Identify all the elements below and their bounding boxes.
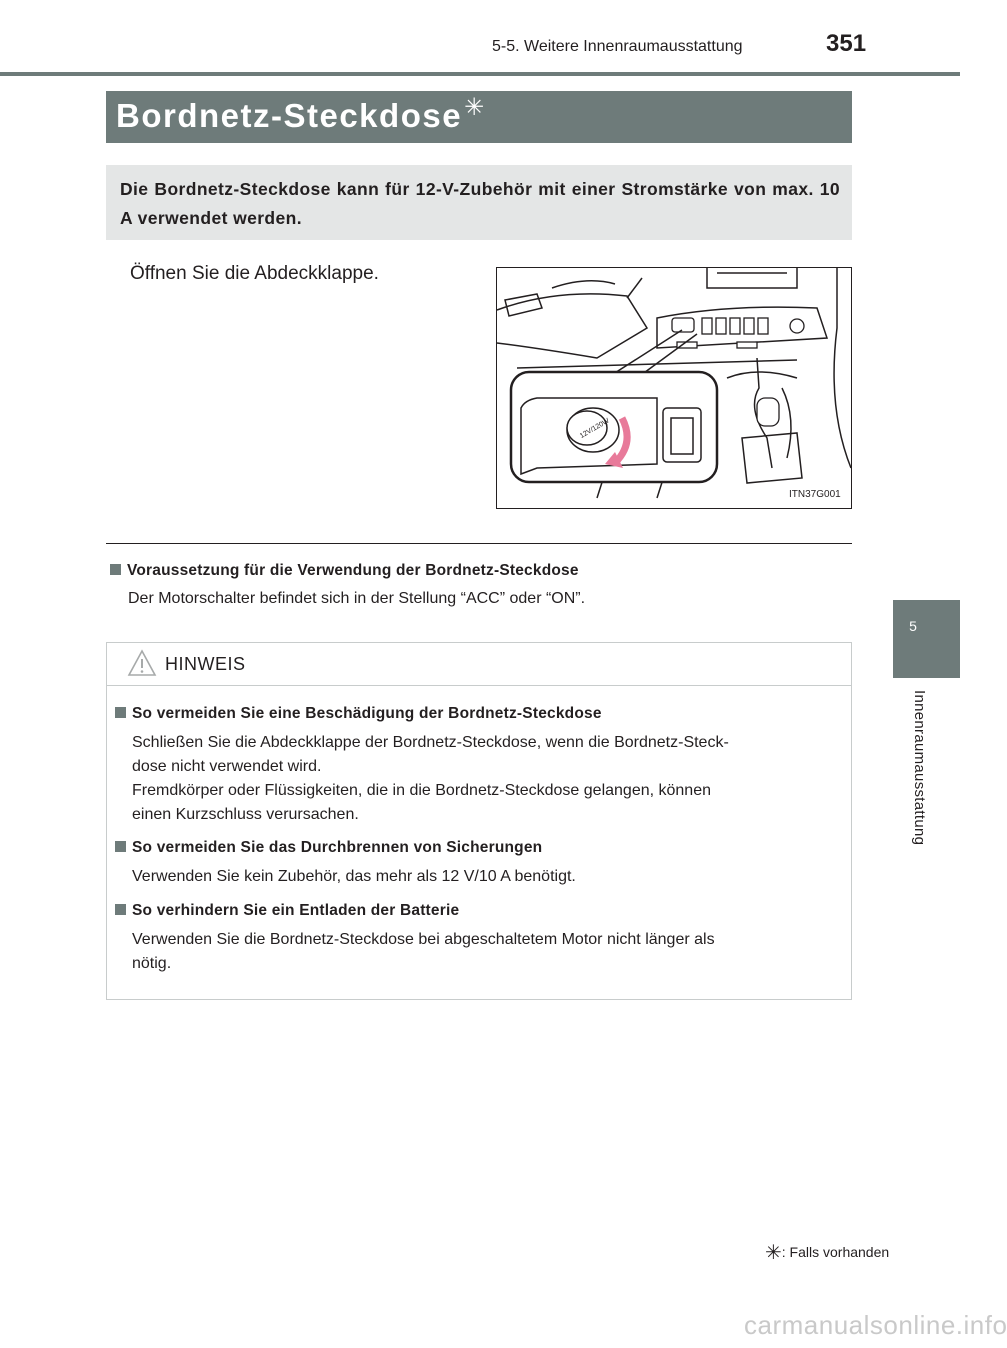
section-title: 5-5. Weitere Innenraumausstattung [492,38,743,55]
footnote [765,1238,889,1263]
notice-box [106,642,852,1000]
watermark: carmanualsonline.info [744,1310,1007,1340]
notice-line: Schließen Sie die Abdeckklappe der Bordnetz-Steckdose, wenn die Bordnetz-Steck- [132,734,729,751]
separator-rule [106,543,852,544]
intro-text: Die Bordnetz-Steckdose kann für 12-V-Zubehör mit einer Stromstärke von max. 10 A verwendet werden. [120,179,840,228]
notice-line: Verwenden Sie die Bordnetz-Steckdose bei abgeschaltetem Motor nicht länger als [132,931,715,948]
condition-heading-text: Voraussetzung für die Verwendung der Bordnetz-Steckdose [127,562,579,579]
notice-line: einen Kurzschluss verursachen. [132,806,359,823]
chapter-number: 5 [909,618,917,634]
page-title-text: Bordnetz-Steckdose [116,97,463,134]
notice-paragraph [132,928,837,976]
notice-line: dose nicht verwendet wird. [132,758,322,775]
chapter-label: Innenraumausstattung [911,690,928,846]
notice-heading [115,839,542,857]
page-number: 351 [826,30,867,57]
condition-text: Der Motorschalter befindet sich in der Stellung “ACC” oder “ON”. [128,590,586,607]
footnote-text: : Falls vorhanden [781,1244,890,1260]
warning-icon [127,649,157,677]
socket-label: 12V/120W [578,417,611,440]
square-bullet-icon [110,564,121,575]
header-rule [0,72,960,76]
notice-heading-text: So verhindern Sie ein Entladen der Batterie [132,902,460,919]
asterisk-icon: ✳ [464,94,486,121]
notice-title: HINWEIS [165,654,246,674]
notice-heading-text: So vermeiden Sie eine Beschädigung der Bordnetz-Steckdose [132,705,602,722]
notice-paragraph [132,865,837,889]
notice-heading-text: So vermeiden Sie das Durchbrennen von Sicherungen [132,839,543,856]
square-bullet-icon [115,707,126,718]
notice-heading [115,705,602,723]
notice-line: nötig. [132,955,172,972]
dashboard-drawing [497,268,851,508]
step-text: Öffnen Sie die Abdeckklappe. [130,263,379,284]
notice-paragraph [132,731,837,827]
asterisk-icon: ✳ [765,1242,782,1264]
notice-divider [107,685,851,686]
chapter-tab [893,600,960,678]
figure-code: ITN37G001 [789,489,841,500]
intro-box [106,165,852,240]
condition-heading [110,562,579,580]
illustration-power-outlet [496,267,852,509]
notice-heading [115,902,459,920]
square-bullet-icon [115,904,126,915]
square-bullet-icon [115,841,126,852]
notice-line: Verwenden Sie kein Zubehör, das mehr als 12 V/10 A benötigt. [132,868,576,885]
notice-line: Fremdkörper oder Flüssigkeiten, die in die Bordnetz-Steckdose gelangen, können [132,782,711,799]
page-title [116,94,486,135]
title-bar [106,91,852,143]
